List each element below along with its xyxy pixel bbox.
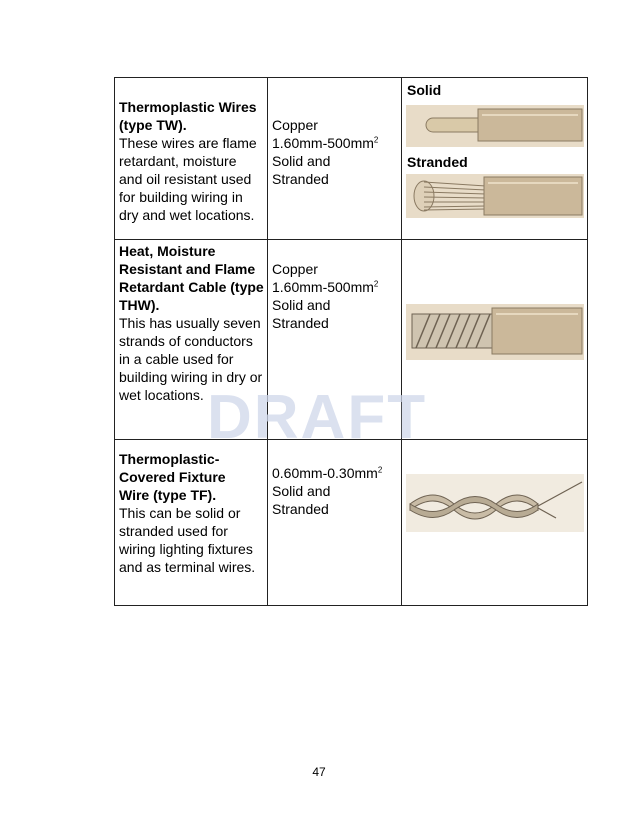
wire-spec-cell bbox=[268, 440, 402, 606]
label-stranded: Stranded bbox=[407, 154, 468, 170]
wire-title: Thermoplastic Wires (type TW). bbox=[119, 99, 257, 133]
wire-description-cell bbox=[115, 440, 268, 606]
spec-type: Stranded bbox=[272, 315, 329, 331]
wire-description-cell bbox=[115, 78, 268, 240]
wire-spec-cell bbox=[268, 240, 402, 440]
spec-size: $1.60mm-500mm^2$ bbox=[272, 279, 379, 295]
table-row bbox=[115, 78, 588, 240]
spec-material: Copper bbox=[272, 117, 318, 133]
spec-type: Stranded bbox=[272, 171, 329, 187]
label-solid: Solid bbox=[407, 82, 442, 98]
wire-description: This can be solid or stranded used for wiring lighting fixtures and as terminal wires. bbox=[119, 505, 256, 575]
table-row bbox=[115, 240, 588, 440]
spec-type: Solid and bbox=[272, 297, 331, 313]
spec-type: Stranded bbox=[272, 501, 329, 517]
spec-size: $0.60mm-0.30mm^2$ bbox=[272, 465, 383, 481]
page-number: 47 bbox=[312, 765, 326, 779]
wire-description-cell bbox=[115, 240, 268, 440]
wire-types-table bbox=[114, 77, 588, 606]
wire-image-cell bbox=[402, 78, 588, 240]
spec-type: Solid and bbox=[272, 153, 331, 169]
solid-wire-illustration bbox=[406, 105, 584, 147]
spec-type: Solid and bbox=[272, 483, 331, 499]
wire-spec-cell bbox=[268, 78, 402, 240]
spec-size: $1.60mm-500mm^2$ bbox=[272, 135, 379, 151]
spec-material: Copper bbox=[272, 261, 318, 277]
draft-watermark: DRAFT bbox=[207, 383, 428, 452]
wire-image-cell bbox=[402, 240, 588, 440]
wire-title: Heat, Moisture Resistant and Flame Retardant Cable (type THW). bbox=[119, 243, 264, 313]
wire-description: These wires are flame retardant, moisture and oil resistant used for building wiring in dry and wet locations. bbox=[119, 135, 257, 223]
wire-description: This has usually seven strands of conductors in a cable used for building wiring in dry or wet locations. bbox=[119, 315, 263, 403]
tf-fixture-wire-illustration bbox=[406, 474, 584, 532]
wire-title: Thermoplastic-Covered Fixture Wire (type TF). bbox=[119, 451, 226, 503]
wire-image-cell bbox=[402, 440, 588, 606]
thw-cable-illustration bbox=[406, 304, 584, 360]
stranded-wire-illustration bbox=[406, 174, 584, 218]
table-row bbox=[115, 440, 588, 606]
